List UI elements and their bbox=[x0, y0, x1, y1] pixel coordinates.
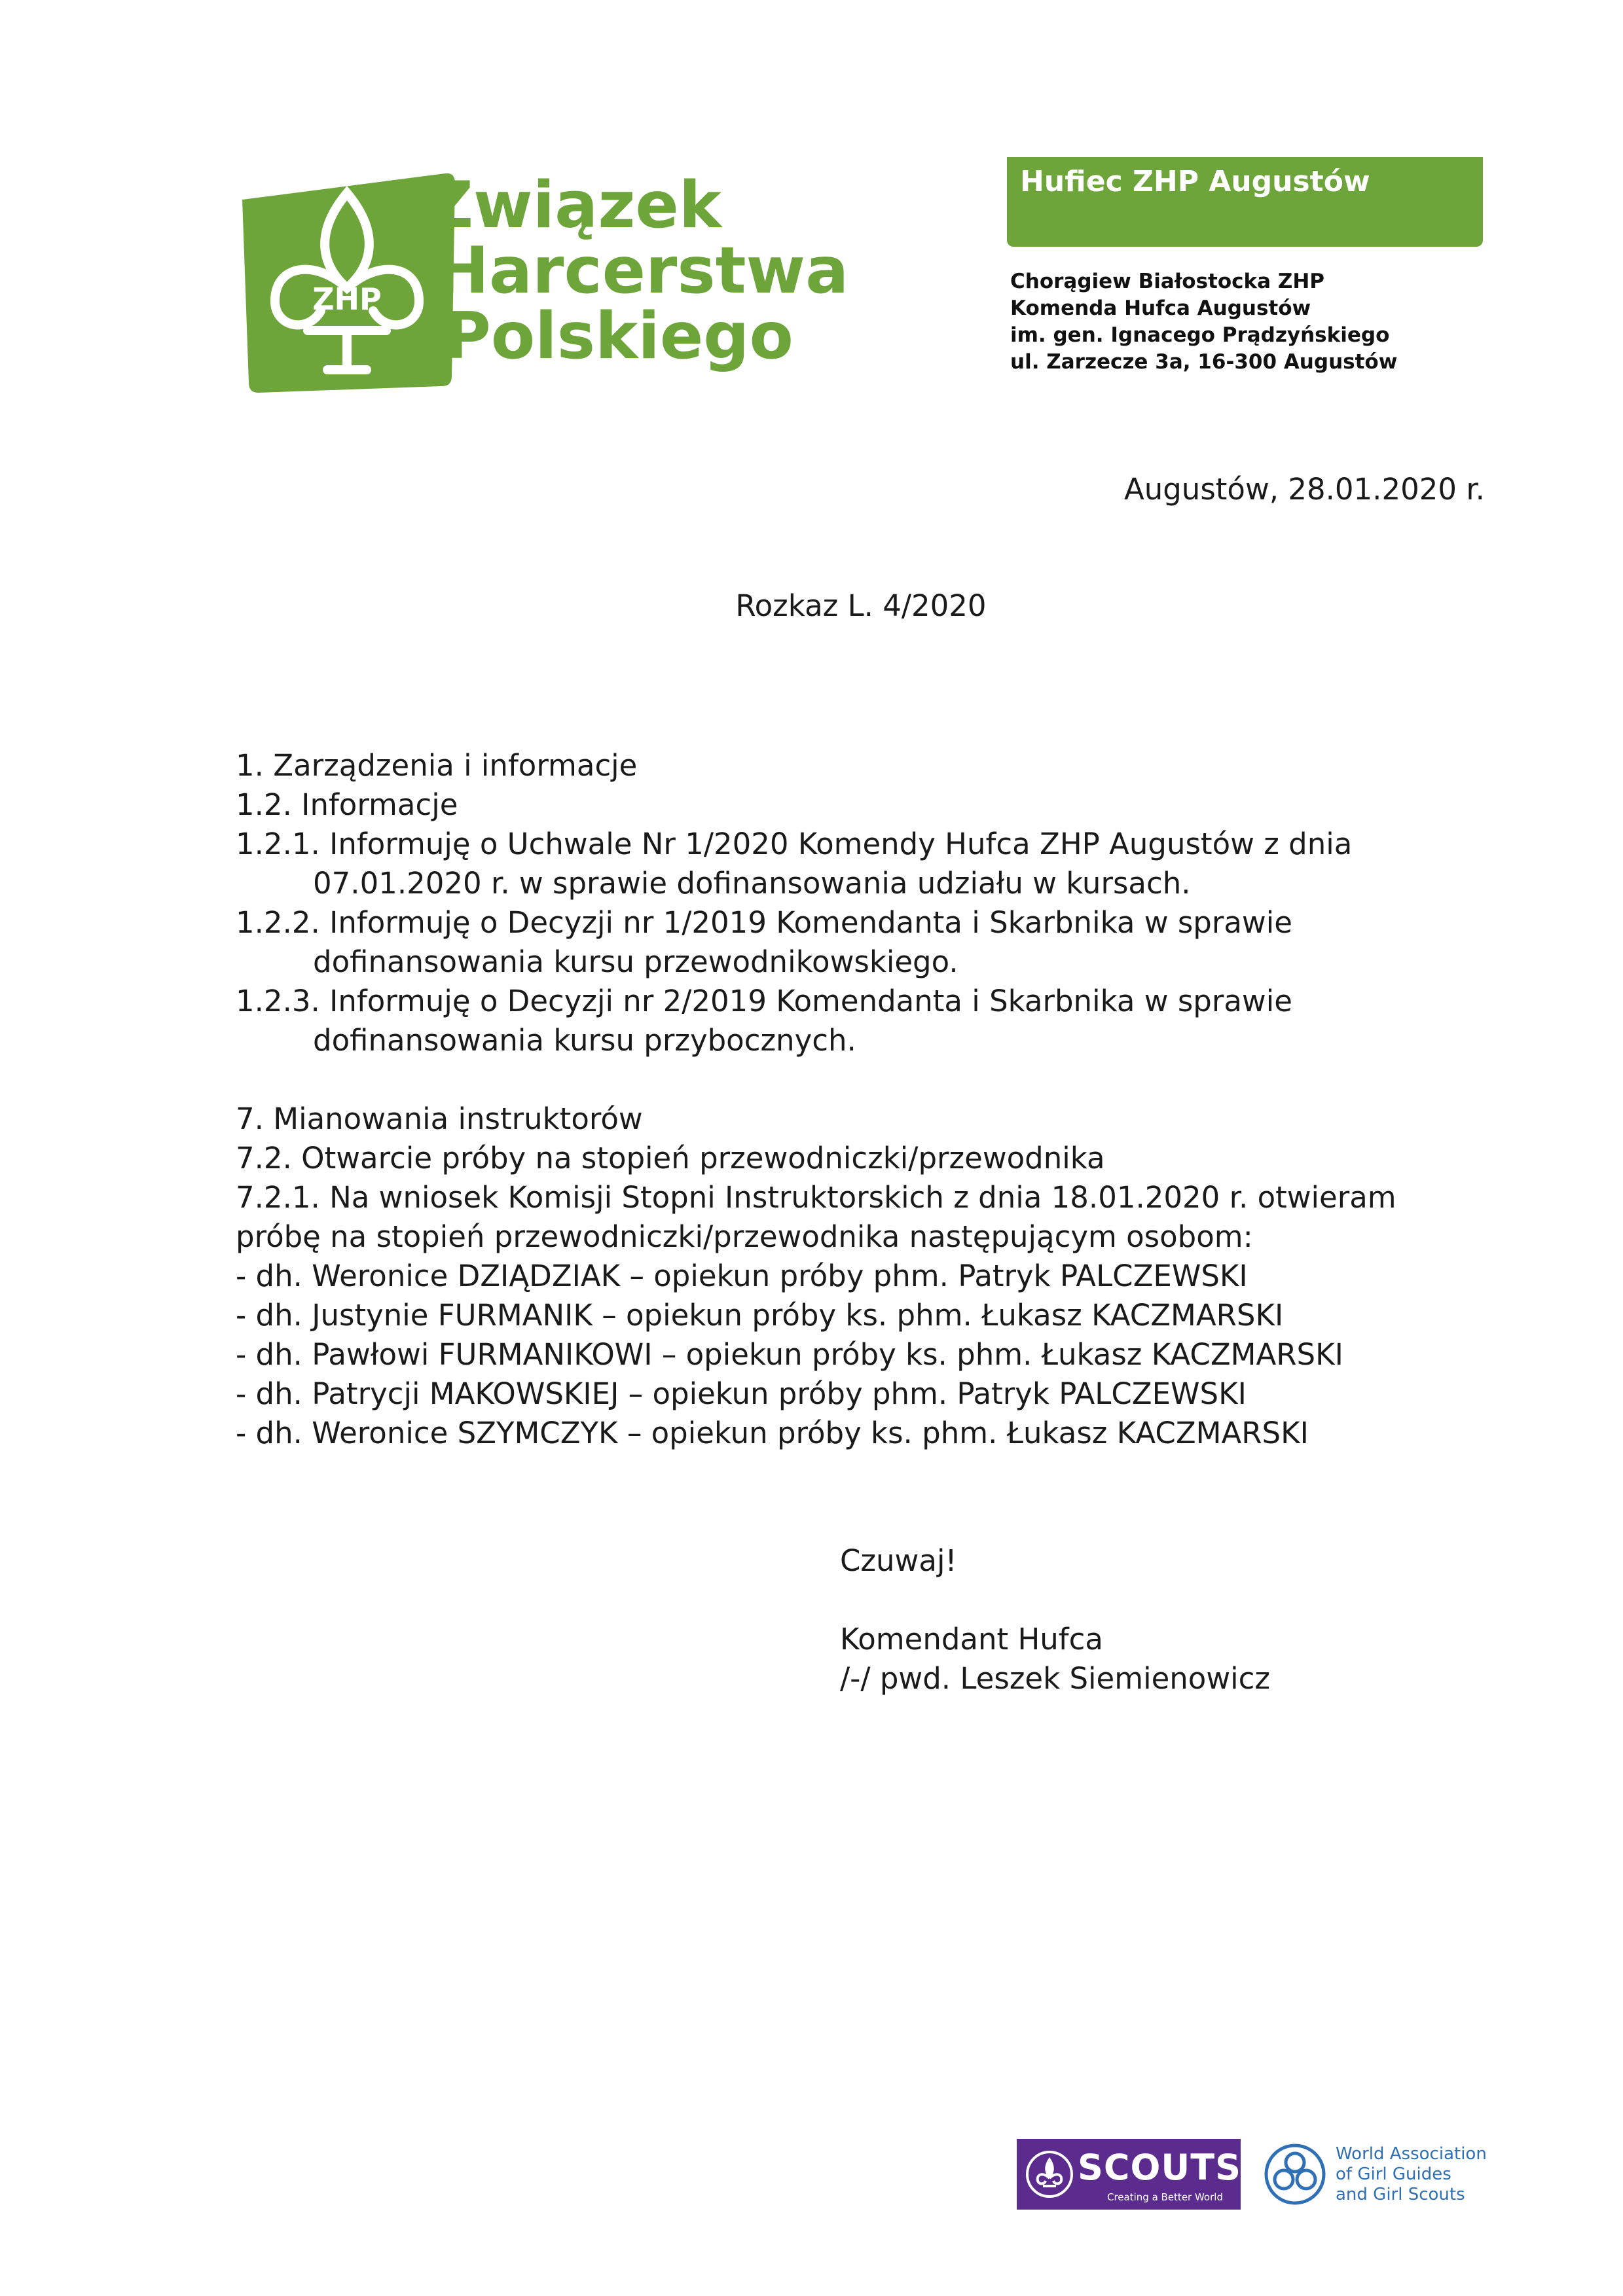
fleur-de-lis-icon bbox=[236, 160, 458, 396]
item-line: 7.2.1. Na wniosek Komisji Stopni Instruktorskich z dnia 18.01.2020 r. otwieram bbox=[236, 1180, 1396, 1215]
address-line: im. gen. Ignacego Prądzyńskiego bbox=[1010, 323, 1390, 347]
wagggs-line: and Girl Scouts bbox=[1336, 2185, 1465, 2204]
banner-title: Hufiec ZHP Augustów bbox=[1020, 165, 1370, 198]
signatory-name: /-/ pwd. Leszek Siemienowicz bbox=[840, 1661, 1270, 1696]
document-date: Augustów, 28.01.2020 r. bbox=[1123, 472, 1485, 507]
item-line: 1.2.2. Informuję o Decyzji nr 1/2019 Komendanta i Skarbnika w sprawie bbox=[236, 905, 1292, 940]
scouts-logo bbox=[1017, 2139, 1241, 2210]
scout-emblem-icon bbox=[1023, 2148, 1076, 2200]
item-line: 07.01.2020 r. w sprawie dofinansowania udziału w kursach. bbox=[313, 866, 1191, 901]
wagggs-name bbox=[1336, 2144, 1487, 2205]
wagggs-logo bbox=[1264, 2142, 1486, 2207]
person-entry: - dh. Justynie FURMANIK – opiekun próby ks. phm. Łukasz KACZMARSKI bbox=[236, 1298, 1284, 1333]
logo-word-3: Polskiego bbox=[444, 299, 793, 374]
scouts-tagline: Creating a Better World bbox=[1107, 2191, 1223, 2203]
address-line: Chorągiew Białostocka ZHP bbox=[1010, 270, 1324, 293]
wagggs-line: of Girl Guides bbox=[1336, 2164, 1451, 2184]
subsection-heading: 7.2. Otwarcie próby na stopień przewodniczki/przewodnika bbox=[236, 1141, 1105, 1175]
section-heading: 1. Zarządzenia i informacje bbox=[236, 748, 638, 783]
address-line: ul. Zarzecze 3a, 16-300 Augustów bbox=[1010, 350, 1398, 374]
subsection-heading: 1.2. Informacje bbox=[236, 787, 458, 822]
address-line: Komenda Hufca Augustów bbox=[1010, 296, 1311, 320]
section-heading: 7. Mianowania instruktorów bbox=[236, 1102, 643, 1136]
unit-banner bbox=[1007, 157, 1483, 247]
org-address bbox=[1010, 268, 1482, 376]
wagggs-line: World Association bbox=[1336, 2144, 1487, 2164]
item-line: 1.2.3. Informuję o Decyzji nr 2/2019 Komendanta i Skarbnika w sprawie bbox=[236, 984, 1292, 1018]
person-entry: - dh. Weronice SZYMCZYK – opiekun próby ks. phm. Łukasz KACZMARSKI bbox=[236, 1416, 1309, 1450]
signature-block bbox=[840, 1541, 1270, 1698]
signatory-role: Komendant Hufca bbox=[840, 1622, 1103, 1657]
spacer bbox=[840, 1581, 1270, 1620]
spacer bbox=[236, 1060, 1480, 1100]
svg-text:ZHP: ZHP bbox=[312, 281, 382, 317]
item-line: 1.2.1. Informuję o Uchwale Nr 1/2020 Komendy Hufca ZHP Augustów z dnia bbox=[236, 827, 1353, 861]
order-number: Rozkaz L. 4/2020 bbox=[735, 588, 987, 623]
person-entry: - dh. Weronice DZIĄDZIAK – opiekun próby phm. Patryk PALCZEWSKI bbox=[236, 1259, 1248, 1293]
scouts-wordmark: SCOUTS bbox=[1078, 2147, 1242, 2188]
item-line: dofinansowania kursu przybocznych. bbox=[313, 1023, 856, 1058]
person-entry: - dh. Pawłowi FURMANIKOWI – opiekun próby ks. phm. Łukasz KACZMARSKI bbox=[236, 1337, 1343, 1372]
item-line: próbę na stopień przewodniczki/przewodnika następującym osobom: bbox=[236, 1219, 1253, 1254]
logo-word-1: Związek bbox=[427, 168, 721, 243]
person-entry: - dh. Patrycji MAKOWSKIEJ – opiekun próby phm. Patryk PALCZEWSKI bbox=[236, 1376, 1247, 1411]
document-body bbox=[236, 746, 1480, 1453]
item-line: dofinansowania kursu przewodnikowskiego. bbox=[313, 944, 958, 979]
trefoil-icon bbox=[1264, 2143, 1326, 2206]
logo-word-2: Harcerstwa bbox=[435, 234, 849, 308]
zhp-logo bbox=[236, 160, 849, 396]
greeting: Czuwaj! bbox=[840, 1543, 957, 1578]
